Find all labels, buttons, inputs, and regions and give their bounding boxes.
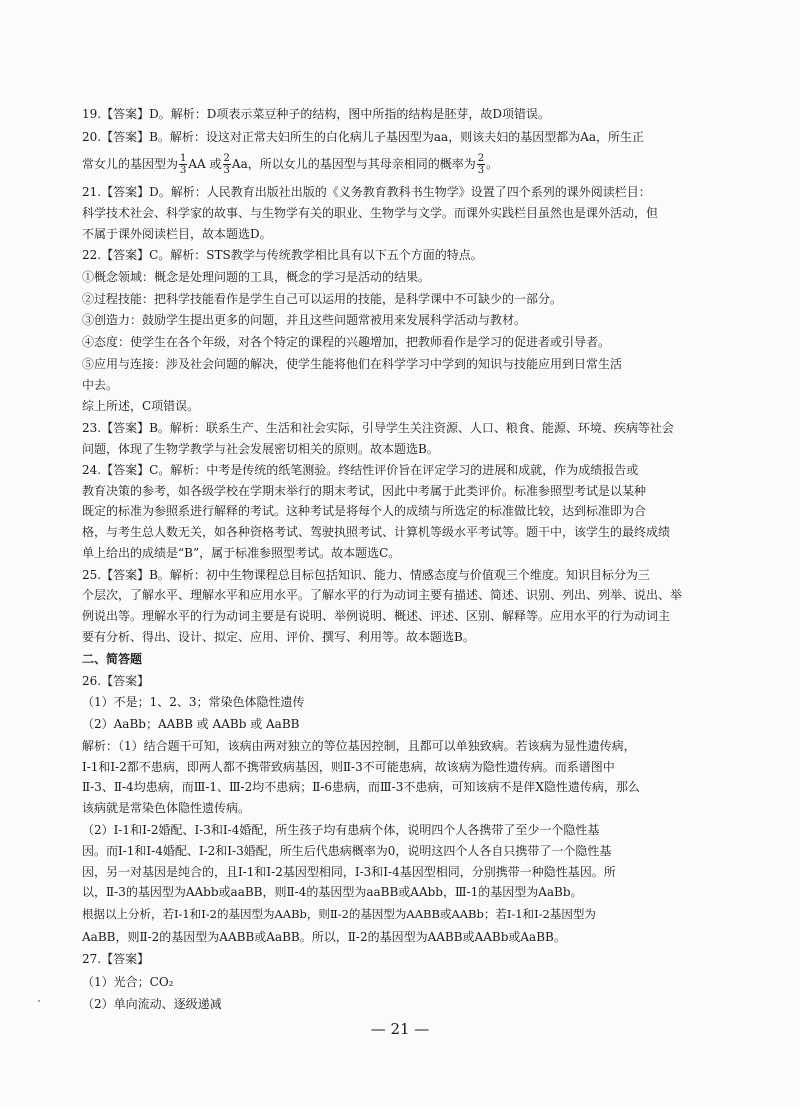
explanation-26-1-line1: 解析：（1）结合题干可知，该病由两对独立的等位基因控制，且都可以单独致病。若该病为显性遗传病，	[82, 738, 636, 753]
answer-24-line2: 教育决策的参考，如各级学校在学期末举行的期末考试，因此中考属于此类评价。标准参照型考试是以某种	[82, 483, 647, 498]
fraction-2-3-result: $\frac{2}{3}$	[477, 153, 485, 177]
explanation-26-2-line4: 以，Ⅱ-3的基因型为AAbb或aaBB，则Ⅱ-4的基因型为aaBB或AAbb，Ⅲ-1的基因型为AaBb。	[82, 885, 583, 900]
answer-20-line1: 20.【答案】B。解析：设这对正常夫妇所生的白化病儿子基因型为aa，则该夫妇的基因型都为Aa，所生正	[82, 129, 645, 144]
answer-25-line3: 例说出等。理解水平的行为动词主要是有说明、举例说明、概述、评述、区别、解释等。应用水平的行为动词主	[82, 609, 671, 624]
fraction-1-3: $\frac{1}{3}$	[180, 153, 187, 177]
answer-22: 22.【答案】C。解析：STS教学与传统教学相比具有以下五个方面的特点。	[82, 248, 483, 263]
explanation-26-3-line1: 根据以上分析，若Ⅰ-1和Ⅰ-2的基因型为AABb，则Ⅱ-2的基因型为AABB或AABb；若Ⅰ-1和Ⅰ-2基因型为	[82, 907, 596, 921]
explanation-26-2-line3: 因，另一对基因是纯合的，且Ⅰ-1和Ⅰ-2基因型相同，Ⅰ-3和Ⅰ-4基因型相同，分别携带一种隐性基因。所	[82, 864, 616, 879]
answer-26-part1: （1）不是；1、2、3；常染色体隐性遗传	[82, 695, 305, 710]
answer-27: 27.【答案】	[82, 952, 150, 966]
answer-22-point5-line1: ⑤应用与连接：涉及社会问题的解决，使学生能将他们在科学学习中学到的知识与技能应用到日常生活	[82, 356, 623, 371]
answer-21-line3: 不属于课外阅读栏目，故本题选D。	[82, 226, 272, 241]
fraction-2-3: $\frac{2}{3}$	[223, 153, 230, 177]
answer-22-point4: ④态度：使学生在各个年级，对各个特定的课程的兴趣增加，把教师看作是学习的促进者或引导者。	[82, 335, 611, 350]
answer-25-line2: 个层次，了解水平、理解水平和应用水平。了解水平的行为动词主要有描述、简述、识别、列出、列举、说出、举	[82, 588, 683, 603]
answer-25-line1: 25.【答案】B。解析：初中生物课程总目标包括知识、能力、情感态度与价值观三个维度。知识目标分为三	[82, 567, 650, 582]
answer-23-line1: 23.【答案】B。解析：联系生产、生活和社会实际，引导学生关注资源、人口、粮食、能源、环境、疾病等社会	[82, 421, 674, 435]
answer-26-part2: （2）AaBb；AABB 或 AABb 或 AaBB	[82, 717, 300, 731]
answer-27-part2: （2）单向流动、逐级递减	[82, 997, 222, 1011]
answer-22-summary: 综上所述，C项错误。	[82, 399, 200, 414]
answer-23-line2: 问题，体现了生物学教学与社会发展密切相关的原则。故本题选B。	[82, 441, 439, 456]
answer-19: 19.【答案】D。解析：D项表示菜豆种子的结构，图中所指的结构是胚芽，故D项错误。	[82, 107, 550, 121]
explanation-26-1-line2: Ⅰ-1和Ⅰ-2都不患病，即两人都不携带致病基因，则Ⅱ-3不可能患病，故该病为隐性遗传病。而系谱图中	[82, 759, 615, 774]
answer-22-point3: ③创造力：鼓励学生提出更多的问题，并且这些问题常被用来发展科学活动与教材。	[82, 313, 527, 328]
answer-20-text: 常女儿的基因型为	[82, 157, 179, 172]
answer-20-line2: 常女儿的基因型为 $\frac{1}{3}$ AA 或 $\frac{2}{3}$ Aa，所以女儿的基因型与其母亲相同的概率为 $\frac{2}{3}$ 。	[82, 153, 499, 177]
answer-24-line4: 格，与考生总人数无关，如各种资格考试、驾驶执照考试、计算机等级水平考试等。题干中，该学生的最终成绩	[82, 525, 671, 540]
explanation-26-2-line1: （2）Ⅰ-1和Ⅰ-2婚配、Ⅰ-3和Ⅰ-4婚配，所生孩子均有患病个体，说明四个人各携带了至少一个隐性基	[82, 822, 600, 837]
scan-speck	[38, 1000, 40, 1002]
answer-24-line3: 既定的标准为参照系进行解释的考试。这种考试是将每个人的成绩与所选定的标准做比较，达到标准即为合	[82, 504, 647, 519]
answer-21-line1: 21.【答案】D。解析：人民教育出版社出版的《义务教育教科书生物学》设置了四个系列的课外阅读栏目：	[82, 184, 651, 199]
answer-25-line4: 要有分析、得出、设计、拟定、应用、评价、撰写、利用等。故本题选B。	[82, 630, 475, 645]
answer-24-line1: 24.【答案】C。解析：中考是传统的纸笔测验。终结性评价旨在评定学习的进展和成就，作为成绩报告或	[82, 462, 639, 477]
answer-26: 26.【答案】	[82, 673, 150, 688]
answer-21-line2: 科学技术社会、科学家的故事、与生物学有关的职业、生物学与文学。而课外实践栏目虽然也是课外活动，但	[82, 205, 659, 220]
answer-24-line5: 单上给出的成绩是“B”，属于标准参照型考试。故本题选C。	[82, 545, 401, 560]
section-heading: 二、简答题	[82, 651, 143, 666]
answer-22-point5-line2: 中去。	[82, 377, 119, 392]
answer-27-part1: （1）光合；CO₂	[82, 974, 174, 989]
explanation-26-2-line2: 因。而Ⅰ-1和Ⅰ-4婚配、Ⅰ-2和Ⅰ-3婚配，所生后代患病概率为0，说明这四个人各自只携带了一个隐性基	[82, 843, 612, 858]
explanation-26-1-line4: 该病就是常染色体隐性遗传病。	[82, 801, 251, 816]
explanation-26-1-line3: Ⅱ-3、Ⅱ-4均患病，而Ⅲ-1、Ⅲ-2均不患病；Ⅱ-6患病，而Ⅲ-3不患病，可知该病不是伴X隐性遗传病，那么	[82, 780, 640, 795]
answer-22-point2: ②过程技能：把科学技能看作是学生自己可以运用的技能，是科学课中不可缺少的一部分。	[82, 291, 563, 306]
page-number: — 21 —	[370, 1020, 430, 1038]
answer-22-point1: ①概念领域：概念是处理问题的工具，概念的学习是活动的结果。	[82, 269, 431, 284]
explanation-26-3-line2: AaBB，则Ⅱ-2的基因型为AABB或AaBB。所以，Ⅱ-2的基因型为AABB或AABb或AaBB。	[82, 929, 566, 944]
